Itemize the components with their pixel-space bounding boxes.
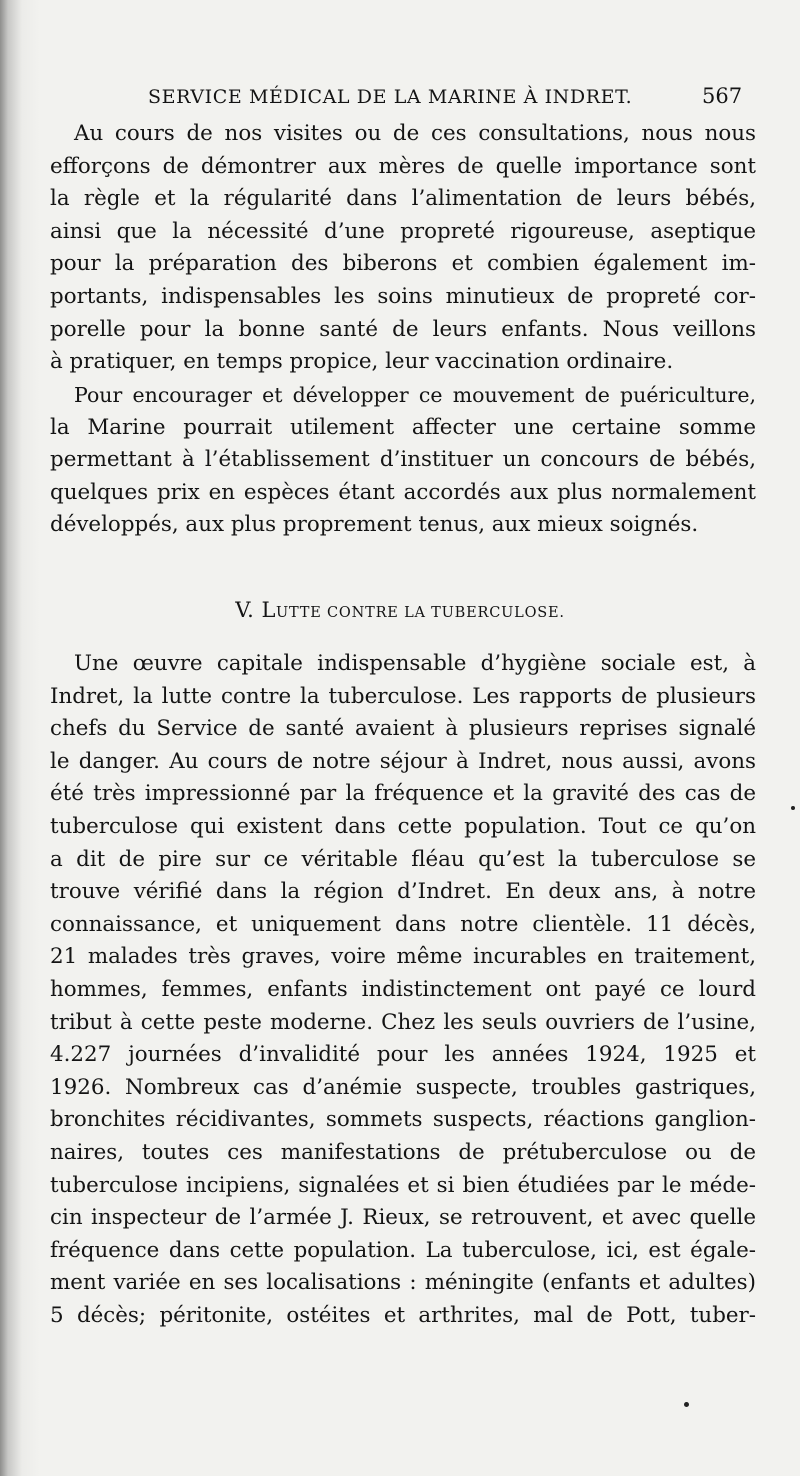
ink-speck [791,806,795,810]
page-header [0,82,800,112]
paragraph-1 [50,118,756,379]
text-line: à pratiquer, en temps propice, leur vaccination ordinaire. [50,349,674,375]
text-line: 4.227 journées d’invalidité pour les années 1924, 1925 et [50,1042,756,1068]
text-line: permettant à l’établissement d’instituer un concours de bébés, [50,447,756,473]
text-line: connaissance, et uniquement dans notre clientèle. 11 décès, [50,911,756,937]
text-line: a dit de pire sur ce véritable fléau qu’est la tuberculose se [50,846,756,872]
text-line: Une œuvre capitale indispensable d’hygiène sociale est, à [74,651,756,676]
text-line: développés, aux plus proprement tenus, aux mieux soignés. [50,512,699,538]
text-line: porelle pour la bonne santé de leurs enfants. Nous veillons [50,316,756,342]
section-heading [0,598,800,622]
text-line: bronchites récidivantes, sommets suspects, réactions ganglion- [50,1107,756,1133]
text-line: tuberculose qui existent dans cette population. Tout ce qu’on [50,813,756,839]
ink-speck [684,1402,689,1407]
text-line: trouve vérifié dans la région d’Indret. En deux ans, à notre [50,879,756,905]
text-line: Pour encourager et développer ce mouvement de puériculture, [74,383,756,407]
text-line: le danger. Au cours de notre séjour à Indret, nous aussi, avons [50,748,756,774]
text-line: chefs du Service de santé avaient à plusieurs reprises signalé [50,716,756,742]
text-line: quelques prix en espèces étant accordés aux plus normalement [50,479,756,505]
text-line: la règle et la régularité dans l’alimentation de leurs bébés, [50,186,756,212]
text-line: été très impressionné par la fréquence et la gravité des cas de [50,781,756,807]
text-line: tribut à cette peste moderne. Chez les seuls ouvriers de l’usine, [50,1009,756,1035]
section-title: UTTE CONTRE LA TUBERCULOSE. [276,605,565,621]
paragraph-2 [50,379,756,542]
text-line: hommes, femmes, enfants indistinctement ont payé ce lourd [50,976,756,1002]
text-line: Au cours de nos visites ou de ces consultations, nous nous [74,121,756,146]
text-line: ainsi que la nécessité d’une propreté rigoureuse, aseptique [50,218,756,244]
text-line: Indret, la lutte contre la tuberculose. Les rapports de plusieurs [50,683,756,709]
section-number: V. [235,598,255,622]
section-title-initial: L [261,598,276,622]
paragraph-3 [50,648,756,1332]
text-line: naires, toutes ces manifestations de prétuberculose ou de [50,1139,756,1165]
text-line: ment variée en ses localisations : méningite (enfants et adultes) [50,1270,756,1296]
running-title: SERVICE MÉDICAL DE LA MARINE À INDRET. [148,86,633,108]
text-line: la Marine pourrait utilement affecter une certaine somme [50,414,756,440]
text-line: 1926. Nombreux cas d’anémie suspecte, troubles gastriques, [50,1074,756,1100]
text-line: 21 malades très graves, voire même incurables en traitement, [50,944,756,970]
text-line: 5 décès; péritonite, ostéites et arthrites, mal de Pott, tuber- [50,1302,756,1328]
text-line: tuberculose incipiens, signalées et si bien étudiées par le méde- [50,1172,756,1198]
text-line: pour la préparation des biberons et combien également im- [50,251,756,277]
text-line: portants, indispensables les soins minutieux de propreté cor- [50,283,756,309]
text-line: efforçons de démontrer aux mères de quelle importance sont [50,153,756,179]
page-number: 567 [702,84,743,108]
text-line: cin inspecteur de l’armée J. Rieux, se retrouvent, et avec quelle [50,1205,756,1231]
text-line: fréquence dans cette population. La tuberculose, ici, est égale- [50,1237,756,1263]
